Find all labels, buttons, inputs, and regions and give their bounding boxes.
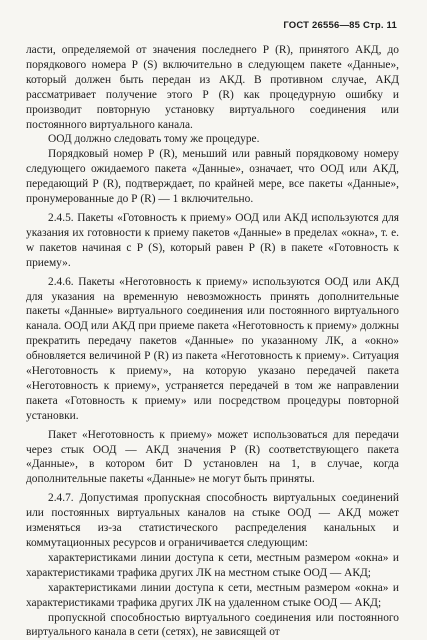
paragraph-section-2-4-5: 2.4.5. Пакеты «Готовность к приему» ООД или АКД используются для указания их готовности к приему пакетов «Данные» в пределах «окна», т. е. w пакетов начиная с Р (S), который равен Р (R) в пакете «Готовность к приему». [26, 211, 399, 269]
page-header: ГОСТ 26556—85 Стр. 11 [283, 20, 397, 31]
paragraph: ООД должно следовать тому же процедуре. [48, 133, 260, 146]
paragraph-section-2-4-6: 2.4.6. Пакеты «Неготовность к приему» используются ООД или АКД для указания на временную невозможность принять дополнительные пакеты «Данные» виртуального соединения или постоянного виртуального канала. ООД или АКД при приеме пакета «Неготовность к приему» должны прекратить передачу пакетов «Данные» по указанному ЛК, а «окно» обновляется величиной Р (R) из пакета «Неготовность к приему». Ситуация «Неготовность к приему», на которую указано передачей пакета «Неготовность к приему», устраняется передачей в том же направлении пакета «Готовность к приему» или посредством процедуры повторной установки. [26, 275, 399, 422]
paragraph: ласти, определяемой от значения последнего Р (R), принятого АКД, до порядкового номера Р (S) включительно в следующем пакете «Данные», который должен быть передан из АКД. В противном случае, АКД рассматривает получение этого Р (R) как процедурную ошибку и производит повторную установку виртуального соединения или постоянного виртуального канала. [26, 44, 399, 131]
paragraph-section-2-4-7: 2.4.7. Допустимая пропускная способность виртуальных соединений или постоянных виртуальных каналов на стыке ООД — АКД может изменяться из-за статистического распределения канальных и коммутационных ресурсов и ограничивается следующим: [26, 492, 399, 549]
list-item: пропускной способностью виртуального соединения или постоянного виртуального канала в сети (сетях), не зависящей от [26, 611, 399, 639]
list-item: характеристиками линии доступа к сети, местным размером «окна» и характеристиками трафика других ЛК на местном стыке ООД — АКД; [26, 551, 399, 579]
paragraph: Порядковый номер Р (R), меньший или равный порядковому номеру следующего ожидаемого пакета «Данные», означает, что ООД или АКД, передающий Р (R), подтверждает, по крайней мере, все пакеты «Данные», пронумерованные до Р (R) — 1 включительно. [26, 148, 399, 206]
document-body [26, 43, 399, 640]
list-item: характеристиками линии доступа к сети, местным размером «окна» и характеристиками трафика других ЛК на удаленном стыке ООД — АКД; [26, 581, 399, 609]
paragraph: Пакет «Неготовность к приему» может использоваться для передачи через стык ООД — АКД значения Р (R) соответствующего пакета «Данные», в котором бит D установлен на 1, в случае, когда дополнительные пакеты «Данные» не могут быть приняты. [26, 428, 399, 486]
